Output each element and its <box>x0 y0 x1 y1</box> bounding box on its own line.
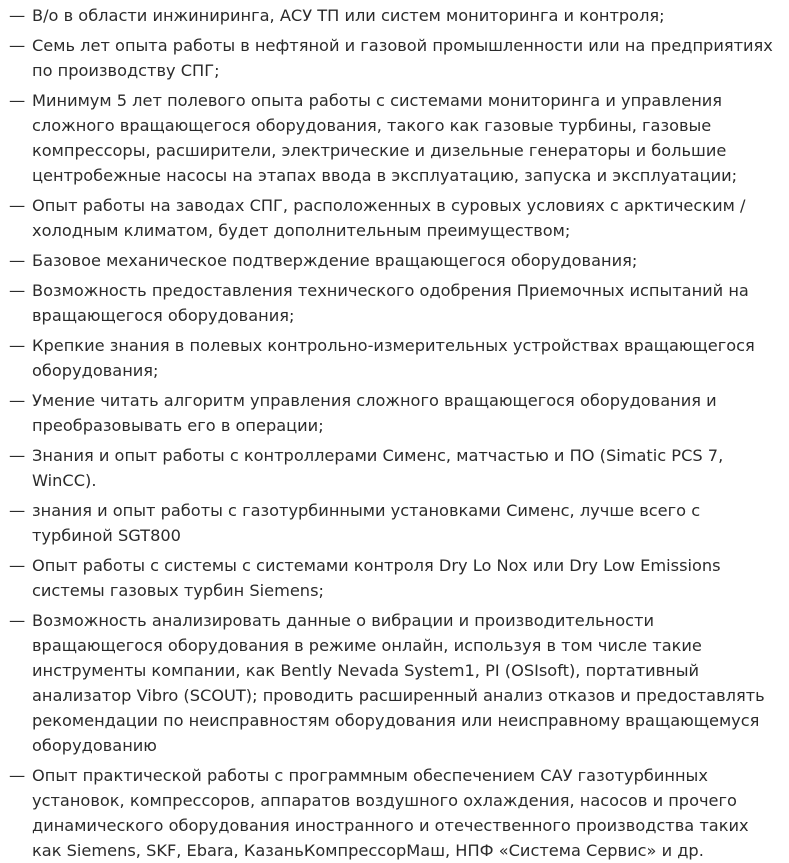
bullet-dash: — <box>9 281 26 300</box>
requirement-text: Опыт работы на заводах СПГ, расположенных в суровых условиях с арктическим / холодным климатом, будет дополнительным преимуществом; <box>32 196 746 240</box>
requirement-text: Крепкие знания в полевых контрольно-измерительных устройствах вращающегося оборудования; <box>32 336 755 380</box>
requirement-item <box>0 608 789 758</box>
requirement-item <box>0 498 789 548</box>
requirement-item <box>0 193 789 243</box>
requirement-item <box>0 763 789 863</box>
bullet-dash: — <box>9 501 26 520</box>
requirement-text: Минимум 5 лет полевого опыта работы с системами мониторинга и управления сложного вращающегося оборудования, такого как газовые турбины, газовые компрессоры, расширители, электрические и дизельные генераторы и большие центробежные насосы на этапах ввода в эксплуатацию, запуска и эксплуатации; <box>32 91 738 185</box>
bullet-dash: — <box>9 391 26 410</box>
bullet-dash: — <box>9 6 26 25</box>
bullet-dash: — <box>9 336 26 355</box>
requirement-item <box>0 248 789 273</box>
requirement-item <box>0 553 789 603</box>
requirement-item <box>0 88 789 188</box>
bullet-dash: — <box>9 91 26 110</box>
requirement-item <box>0 278 789 328</box>
requirement-text: Возможность анализировать данные о вибрации и производительности вращающегося оборудования в режиме онлайн, используя в том числе такие инструменты компании, как Bently Nevada System1, PI (OSIsoft), портативный анализатор Vibro (SCOUT); проводить расширенный анализ отказов и предоставлять рекомендации по неисправностям оборудования или неисправному вращающемуся оборудованию <box>32 611 765 755</box>
requirement-text: В/о в области инжиниринга, АСУ ТП или систем мониторинга и контроля; <box>32 6 665 25</box>
bullet-dash: — <box>9 766 26 785</box>
bullet-dash: — <box>9 556 26 575</box>
requirement-item <box>0 333 789 383</box>
requirement-text: знания и опыт работы с газотурбинными установками Сименс, лучше всего с турбиной SGT800 <box>32 501 701 545</box>
requirement-item <box>0 3 789 28</box>
requirement-text: Знания и опыт работы с контроллерами Сименс, матчастью и ПО (Simatic PCS 7, WinCC). <box>32 446 724 490</box>
bullet-dash: — <box>9 251 26 270</box>
requirement-text: Опыт практической работы с программным обеспечением САУ газотурбинных установок, компрессоров, аппаратов воздушного охлаждения, насосов и прочего динамического оборудования иностранного и отечественного производства таких как Siemens, SKF, Ebara, КазаньКомпрессорМаш, НПФ «Система Сервис» и др. <box>32 766 749 860</box>
requirement-text: Возможность предоставления технического одобрения Приемочных испытаний на вращающегося оборудования; <box>32 281 749 325</box>
requirement-text: Опыт работы с системы с системами контроля Dry Lo Nox или Dry Low Emissions системы газовых турбин Siemens; <box>32 556 721 600</box>
bullet-dash: — <box>9 196 26 215</box>
requirement-item <box>0 388 789 438</box>
requirement-text: Семь лет опыта работы в нефтяной и газовой промышленности или на предприятиях по производству СПГ; <box>32 36 773 80</box>
requirement-text: Умение читать алгоритм управления сложного вращающегося оборудования и преобразовывать его в операции; <box>32 391 717 435</box>
requirement-item <box>0 33 789 83</box>
bullet-dash: — <box>9 36 26 55</box>
bullet-dash: — <box>9 611 26 630</box>
requirement-text: Базовое механическое подтверждение вращающегося оборудования; <box>32 251 638 270</box>
bullet-dash: — <box>9 446 26 465</box>
requirement-item <box>0 443 789 493</box>
